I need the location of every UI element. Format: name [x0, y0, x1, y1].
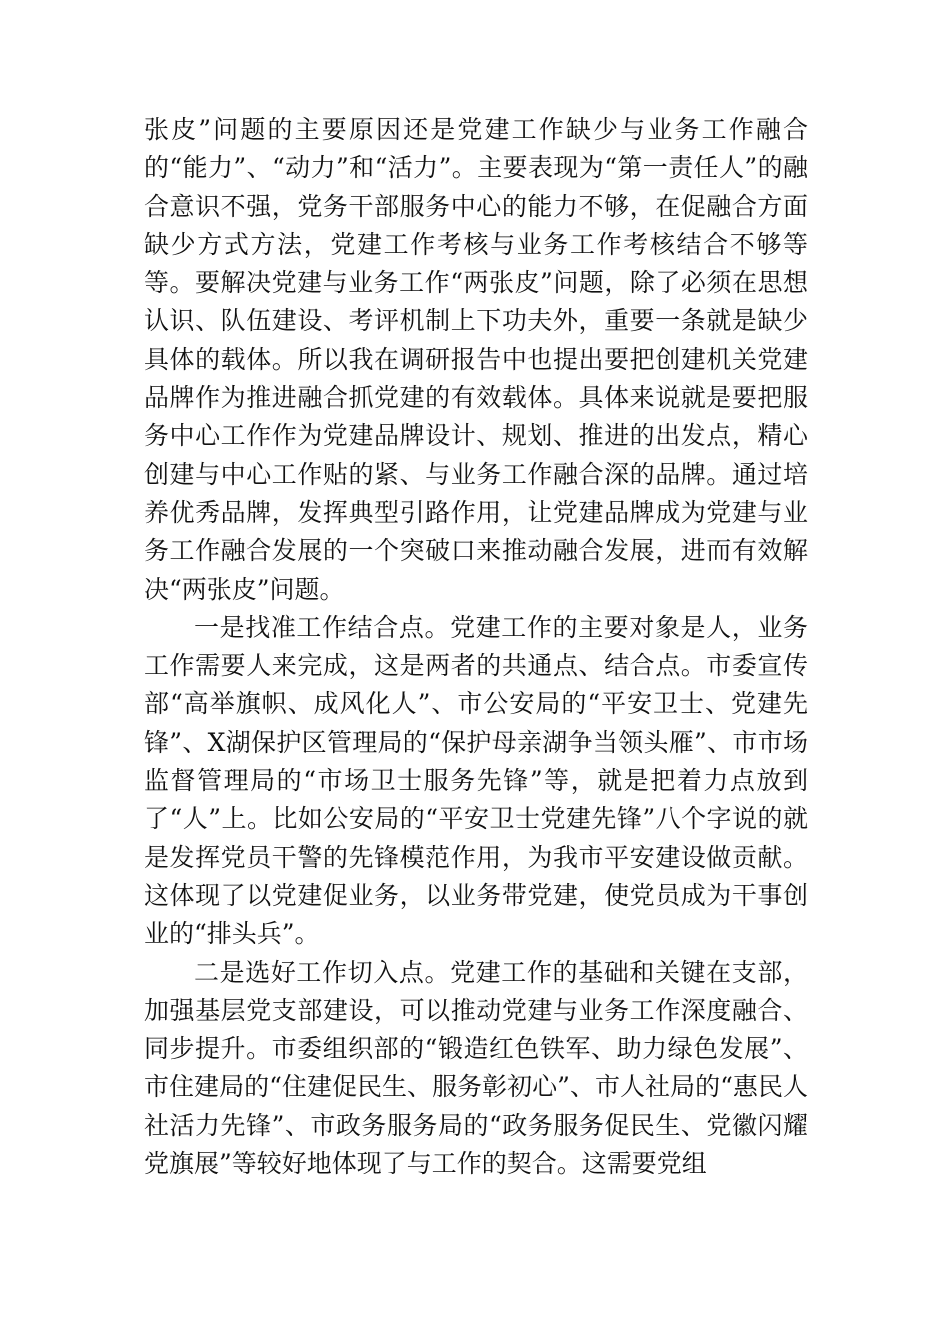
paragraph-1: 张皮”问题的主要原因还是党建工作缺少与业务工作融合的“能力”、“动力”和“活力”。主要表现为“第一责任人”的融合意识不强，党务干部服务中心的能力不够，在促融合方面缺少方式方法，党建工作考核与业务工作考核结合不够等等。要解决党建与业务工作“两张皮”问题，除了必须在思想认识、队伍建设、考评机制上下功夫外，重要一条就是缺少具体的载体。所以我在调研报告中也提出要把创建机关党建品牌作为推进融合抓党建的有效载体。具体来说就是要把服务中心工作作为党建品牌设计、规划、推进的出发点，精心创建与中心工作贴的紧、与业务工作融合深的品牌。通过培养优秀品牌，发挥典型引路作用，让党建品牌成为党建与业务工作融合发展的一个突破口来推动融合发展，进而有效解决“两张皮”问题。 [144, 115, 808, 604]
paragraph-2: 一是找准工作结合点。党建工作的主要对象是人，业务工作需要人来完成，这是两者的共通点、结合点。市委宣传部“高举旗帜、成风化人”、市公安局的“平安卫士、党建先锋”、X湖保护区管理局的“保护母亲湖争当领头雁”、市市场监督管理局的“市场卫士服务先锋”等，就是把着力点放到了“人”上。比如公安局的“平安卫士党建先锋”八个字说的就是发挥党员干警的先锋模范作用，为我市平安建设做贡献。这体现了以党建促业务，以业务带党建，使党员成为干事创业的“排头兵”。 [144, 612, 808, 949]
document-page [144, 111, 808, 1183]
paragraph-3: 二是选好工作切入点。党建工作的基础和关键在支部，加强基层党支部建设，可以推动党建与业务工作深度融合、同步提升。市委组织部的“锻造红色铁军、助力绿色发展”、市住建局的“住建促民生、服务彰初心”、市人社局的“惠民人社活力先锋”、市政务服务局的“政务服务促民生、党徽闪耀党旗展”等较好地体现了与工作的契合。这需要党组 [144, 957, 808, 1179]
